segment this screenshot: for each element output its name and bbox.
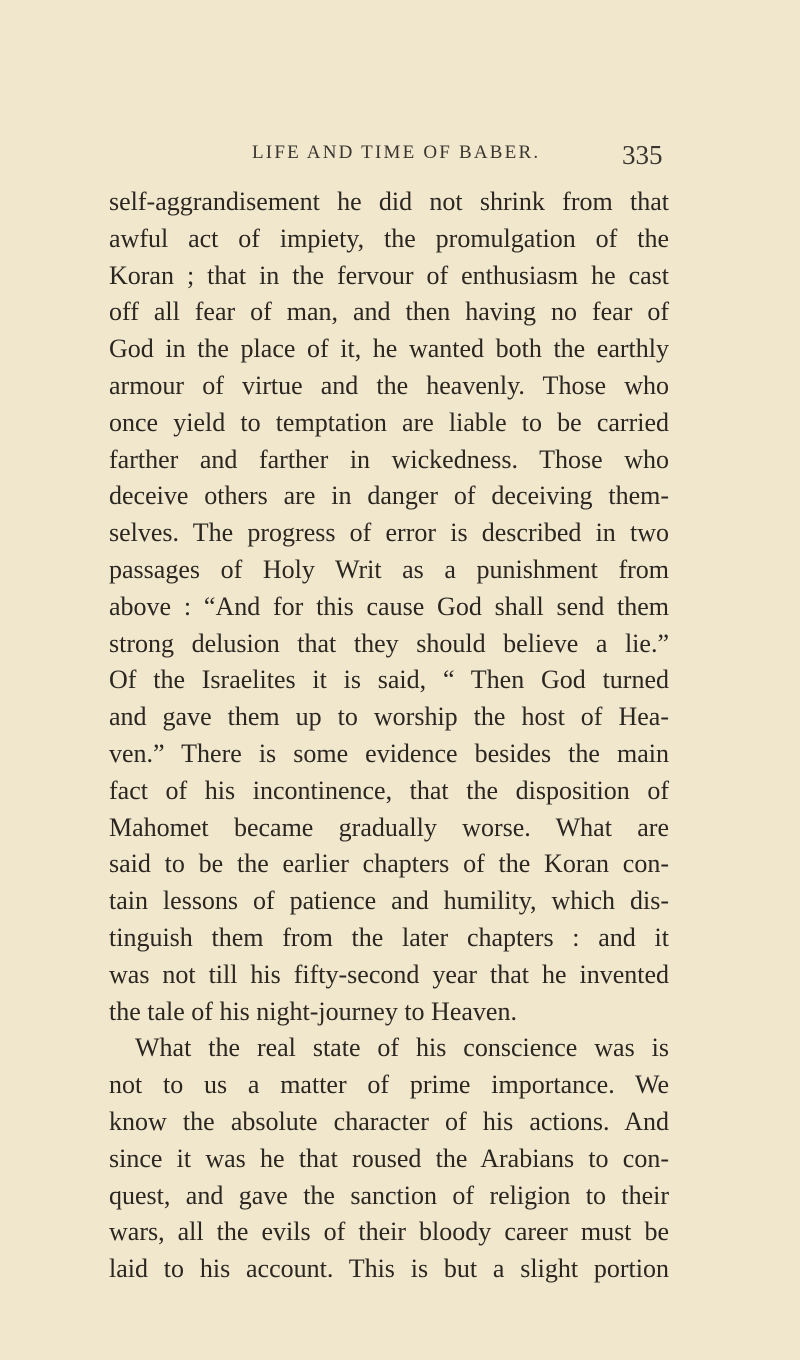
text-line: awful act of impiety, the promulgation of the <box>109 223 669 253</box>
text-line: above : “And for this cause God shall send them <box>109 591 669 621</box>
paragraph-start-line: What the real state of his conscience was is <box>135 1033 669 1063</box>
text-line: was not till his fifty-second year that he invented <box>109 959 669 989</box>
text-line: tain lessons of patience and humility, which dis- <box>109 886 669 916</box>
text-line: God in the place of it, he wanted both the earthly <box>109 334 669 364</box>
text-line: and gave them up to worship the host of Hea- <box>109 702 669 732</box>
text-line: the tale of his night-journey to Heaven. <box>109 996 517 1026</box>
page-number: 335 <box>622 140 663 170</box>
text-line: deceive others are in danger of deceiving them- <box>109 481 669 511</box>
text-line: ven.” There is some evidence besides the main <box>109 738 669 768</box>
body-text <box>109 184 669 1288</box>
text-line: off all fear of man, and then having no fear of <box>109 297 669 327</box>
running-title: LIFE AND TIME OF BABER. <box>252 142 541 163</box>
text-line: laid to his account. This is but a slight portion <box>109 1254 669 1284</box>
text-line: wars, all the evils of their bloody career must be <box>109 1217 669 1247</box>
text-line: armour of virtue and the heavenly. Those who <box>109 370 669 400</box>
text-line: farther and farther in wickedness. Those who <box>109 444 669 474</box>
text-line: passages of Holy Writ as a punishment from <box>109 554 669 584</box>
text-line: Koran ; that in the fervour of enthusiasm he cast <box>109 260 669 290</box>
text-line: since it was he that roused the Arabians to con- <box>109 1143 669 1173</box>
running-head <box>0 142 800 178</box>
text-line: self-aggrandisement he did not shrink from that <box>109 187 669 216</box>
text-line: Of the Israelites it is said, “ Then God turned <box>109 665 669 695</box>
text-line: tinguish them from the later chapters : and it <box>109 922 669 952</box>
text-line: quest, and gave the sanction of religion to their <box>109 1180 669 1210</box>
text-line: said to be the earlier chapters of the Koran con- <box>109 849 669 879</box>
text-line: once yield to temptation are liable to be carried <box>109 407 669 437</box>
text-line: strong delusion that they should believe a lie.” <box>109 628 669 658</box>
text-line: fact of his incontinence, that the disposition of <box>109 775 669 805</box>
text-line: know the absolute character of his actions. And <box>109 1106 669 1136</box>
text-line: selves. The progress of error is described in two <box>109 518 669 548</box>
text-line: not to us a matter of prime importance. We <box>109 1070 669 1100</box>
text-line: Mahomet became gradually worse. What are <box>109 812 669 842</box>
